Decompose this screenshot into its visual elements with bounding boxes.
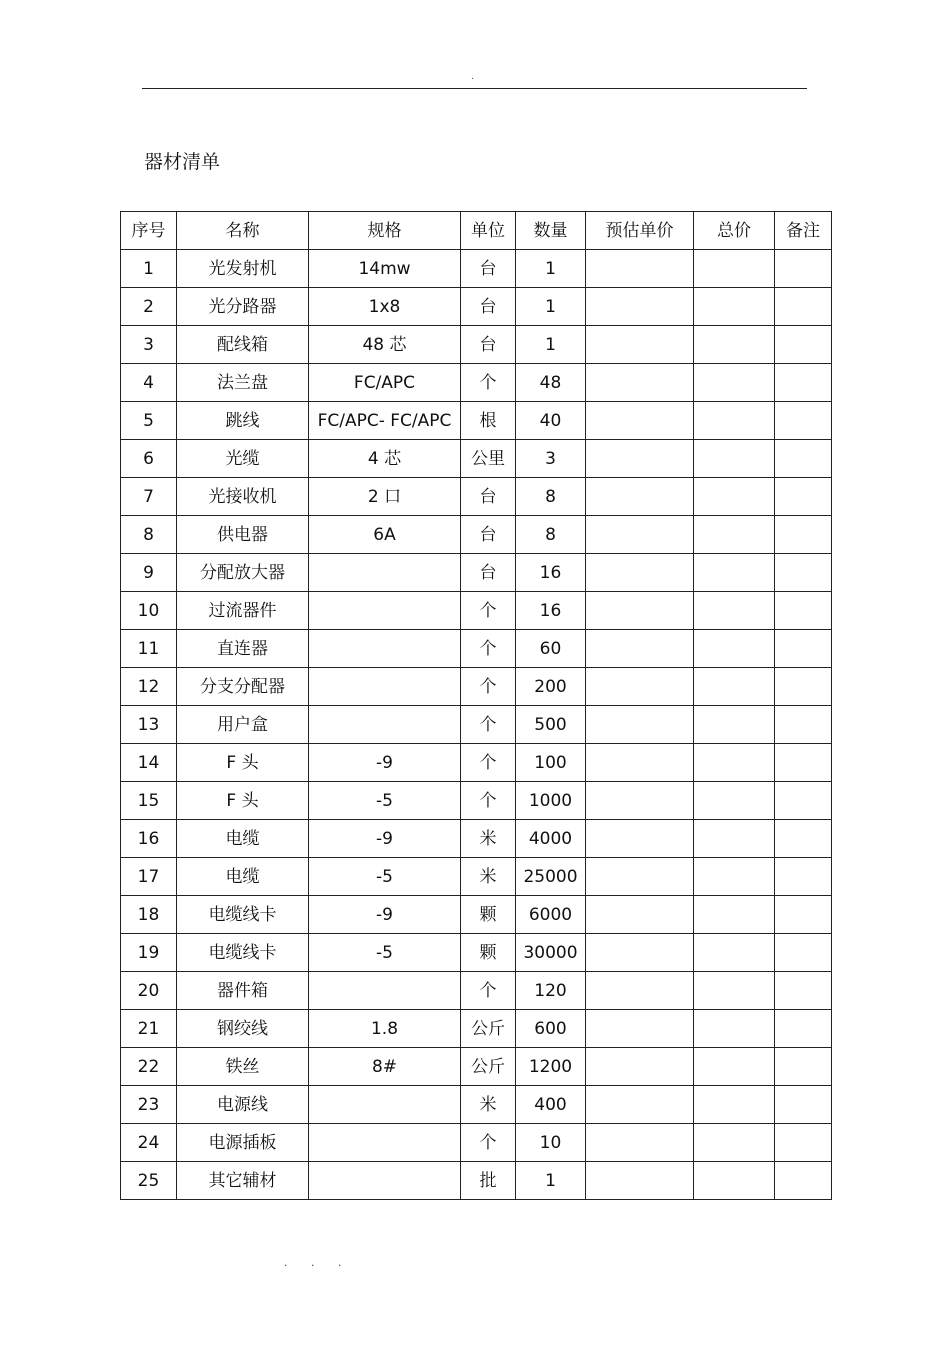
table-row [121,744,832,782]
cell-unit-price [586,364,694,402]
table-row [121,1162,832,1200]
cell-remarks [775,934,832,972]
cell-unit-price [586,554,694,592]
cell-unit: 台 [461,250,516,288]
cell-unit-price [586,896,694,934]
table-row [121,820,832,858]
cell-name: 过流器件 [177,592,309,630]
cell-name: 直连器 [177,630,309,668]
cell-name: 跳线 [177,402,309,440]
cell-quantity: 4000 [516,820,586,858]
cell-quantity: 10 [516,1124,586,1162]
cell-unit-price [586,592,694,630]
cell-name: 供电器 [177,516,309,554]
cell-quantity: 25000 [516,858,586,896]
cell-index: 25 [121,1162,177,1200]
cell-total-price [694,668,775,706]
cell-quantity: 200 [516,668,586,706]
cell-total-price [694,326,775,364]
cell-index: 4 [121,364,177,402]
cell-quantity: 1000 [516,782,586,820]
cell-spec [309,1162,461,1200]
table-row [121,288,832,326]
cell-remarks [775,896,832,934]
document-title: 器材清单 [144,151,221,173]
cell-index: 10 [121,592,177,630]
cell-quantity: 400 [516,1086,586,1124]
cell-index: 18 [121,896,177,934]
cell-index: 5 [121,402,177,440]
cell-quantity: 6000 [516,896,586,934]
cell-index: 17 [121,858,177,896]
cell-index: 24 [121,1124,177,1162]
cell-total-price [694,554,775,592]
cell-spec: 1.8 [309,1010,461,1048]
cell-quantity: 1 [516,1162,586,1200]
cell-total-price [694,1048,775,1086]
cell-unit-price [586,1124,694,1162]
cell-unit: 个 [461,630,516,668]
cell-name: 分配放大器 [177,554,309,592]
cell-unit-price [586,516,694,554]
cell-name: 电源线 [177,1086,309,1124]
cell-spec [309,1124,461,1162]
cell-unit: 公斤 [461,1048,516,1086]
cell-spec [309,554,461,592]
cell-total-price [694,592,775,630]
cell-total-price [694,858,775,896]
cell-total-price [694,1162,775,1200]
cell-index: 9 [121,554,177,592]
cell-index: 1 [121,250,177,288]
cell-index: 15 [121,782,177,820]
cell-total-price [694,478,775,516]
cell-total-price [694,250,775,288]
cell-spec: -9 [309,896,461,934]
cell-quantity: 40 [516,402,586,440]
cell-spec: 1x8 [309,288,461,326]
cell-total-price [694,934,775,972]
table-row [121,782,832,820]
cell-remarks [775,326,832,364]
table-row [121,478,832,516]
cell-remarks [775,1086,832,1124]
cell-index: 14 [121,744,177,782]
cell-remarks [775,592,832,630]
cell-remarks [775,478,832,516]
cell-unit-price [586,250,694,288]
table-row [121,668,832,706]
table-row [121,1048,832,1086]
cell-remarks [775,782,832,820]
cell-quantity: 1200 [516,1048,586,1086]
cell-index: 21 [121,1010,177,1048]
table-row [121,706,832,744]
cell-name: 光接收机 [177,478,309,516]
table-row [121,1086,832,1124]
cell-unit: 台 [461,478,516,516]
cell-name: F 头 [177,782,309,820]
cell-unit: 根 [461,402,516,440]
cell-quantity: 1 [516,326,586,364]
cell-spec: -5 [309,934,461,972]
cell-name: 分支分配器 [177,668,309,706]
cell-unit: 批 [461,1162,516,1200]
cell-spec [309,972,461,1010]
cell-remarks [775,744,832,782]
cell-unit: 公里 [461,440,516,478]
cell-quantity: 1 [516,250,586,288]
cell-spec: -5 [309,858,461,896]
cell-name: 用户盒 [177,706,309,744]
cell-unit-price [586,1048,694,1086]
cell-remarks [775,364,832,402]
cell-quantity: 8 [516,516,586,554]
cell-index: 3 [121,326,177,364]
cell-name: 电缆 [177,820,309,858]
cell-total-price [694,1010,775,1048]
cell-spec: 14mw [309,250,461,288]
cell-remarks [775,706,832,744]
cell-quantity: 16 [516,554,586,592]
header-mark: . [471,71,475,82]
cell-index: 22 [121,1048,177,1086]
cell-unit-price [586,630,694,668]
cell-unit: 米 [461,1086,516,1124]
column-header-remarks: 备注 [775,212,832,250]
cell-remarks [775,250,832,288]
cell-unit: 颗 [461,896,516,934]
cell-unit-price [586,820,694,858]
table-header-row [121,212,832,250]
cell-name: 法兰盘 [177,364,309,402]
column-header-index: 序号 [121,212,177,250]
table-row [121,250,832,288]
cell-total-price [694,744,775,782]
cell-unit-price [586,1010,694,1048]
table-row [121,554,832,592]
cell-quantity: 100 [516,744,586,782]
cell-unit-price [586,744,694,782]
cell-name: 光分路器 [177,288,309,326]
cell-unit-price [586,858,694,896]
cell-spec: FC/APC- FC/APC [309,402,461,440]
cell-unit: 个 [461,364,516,402]
cell-unit-price [586,402,694,440]
cell-unit-price [586,478,694,516]
table-row [121,858,832,896]
cell-quantity: 8 [516,478,586,516]
cell-unit-price [586,326,694,364]
cell-name: 其它辅材 [177,1162,309,1200]
header-rule [142,88,807,89]
cell-remarks [775,516,832,554]
cell-total-price [694,782,775,820]
cell-unit: 台 [461,554,516,592]
cell-name: 电缆线卡 [177,934,309,972]
column-header-unit-price: 预估单价 [586,212,694,250]
cell-unit: 个 [461,668,516,706]
cell-spec: 2 口 [309,478,461,516]
cell-name: 钢绞线 [177,1010,309,1048]
cell-index: 7 [121,478,177,516]
cell-spec: 8# [309,1048,461,1086]
cell-total-price [694,630,775,668]
table-row [121,896,832,934]
cell-remarks [775,440,832,478]
cell-total-price [694,288,775,326]
table-row [121,934,832,972]
cell-spec: -5 [309,782,461,820]
cell-spec [309,630,461,668]
column-header-spec: 规格 [309,212,461,250]
cell-index: 12 [121,668,177,706]
table-row [121,440,832,478]
cell-index: 6 [121,440,177,478]
cell-quantity: 1 [516,288,586,326]
cell-total-price [694,706,775,744]
cell-unit-price [586,1162,694,1200]
cell-total-price [694,896,775,934]
cell-unit-price [586,972,694,1010]
table-row [121,1124,832,1162]
cell-remarks [775,1162,832,1200]
cell-remarks [775,858,832,896]
cell-index: 23 [121,1086,177,1124]
cell-remarks [775,1124,832,1162]
cell-remarks [775,554,832,592]
table-row [121,630,832,668]
cell-quantity: 3 [516,440,586,478]
cell-quantity: 120 [516,972,586,1010]
cell-remarks [775,820,832,858]
column-header-quantity: 数量 [516,212,586,250]
table-row [121,364,832,402]
cell-spec: 6A [309,516,461,554]
cell-unit-price [586,934,694,972]
cell-remarks [775,630,832,668]
cell-name: 配线箱 [177,326,309,364]
table-row [121,592,832,630]
cell-unit: 台 [461,288,516,326]
cell-total-price [694,972,775,1010]
cell-unit: 个 [461,782,516,820]
cell-total-price [694,440,775,478]
table-body [121,250,832,1200]
cell-unit-price [586,782,694,820]
cell-quantity: 48 [516,364,586,402]
table-row [121,972,832,1010]
table-row [121,516,832,554]
cell-remarks [775,288,832,326]
cell-index: 16 [121,820,177,858]
cell-spec: 48 芯 [309,326,461,364]
cell-unit: 台 [461,516,516,554]
cell-name: 光发射机 [177,250,309,288]
cell-unit: 公斤 [461,1010,516,1048]
table-row [121,326,832,364]
cell-index: 11 [121,630,177,668]
cell-remarks [775,972,832,1010]
cell-quantity: 30000 [516,934,586,972]
cell-remarks [775,668,832,706]
cell-total-price [694,820,775,858]
cell-unit: 个 [461,744,516,782]
cell-spec [309,668,461,706]
cell-index: 13 [121,706,177,744]
cell-unit-price [586,1086,694,1124]
cell-quantity: 60 [516,630,586,668]
footer-mark: . . . [284,1256,352,1269]
cell-unit: 个 [461,972,516,1010]
cell-total-price [694,1086,775,1124]
cell-name: 电缆线卡 [177,896,309,934]
cell-spec [309,1086,461,1124]
cell-name: 电源插板 [177,1124,309,1162]
cell-remarks [775,1010,832,1048]
cell-unit: 台 [461,326,516,364]
table-row [121,402,832,440]
cell-index: 20 [121,972,177,1010]
cell-name: 光缆 [177,440,309,478]
cell-index: 8 [121,516,177,554]
cell-spec: -9 [309,744,461,782]
cell-unit-price [586,440,694,478]
cell-total-price [694,364,775,402]
cell-spec: -9 [309,820,461,858]
cell-unit-price [586,288,694,326]
cell-unit: 个 [461,592,516,630]
cell-spec [309,706,461,744]
cell-total-price [694,402,775,440]
cell-spec [309,592,461,630]
cell-name: F 头 [177,744,309,782]
column-header-name: 名称 [177,212,309,250]
cell-unit: 米 [461,858,516,896]
column-header-unit: 单位 [461,212,516,250]
cell-name: 电缆 [177,858,309,896]
cell-remarks [775,402,832,440]
cell-total-price [694,1124,775,1162]
cell-spec: 4 芯 [309,440,461,478]
cell-name: 器件箱 [177,972,309,1010]
cell-index: 2 [121,288,177,326]
cell-spec: FC/APC [309,364,461,402]
cell-unit: 颗 [461,934,516,972]
cell-unit: 个 [461,1124,516,1162]
cell-quantity: 16 [516,592,586,630]
cell-unit: 米 [461,820,516,858]
cell-unit-price [586,706,694,744]
cell-index: 19 [121,934,177,972]
materials-table [120,211,832,1200]
cell-unit-price [586,668,694,706]
cell-unit: 个 [461,706,516,744]
cell-name: 铁丝 [177,1048,309,1086]
cell-total-price [694,516,775,554]
column-header-total-price: 总价 [694,212,775,250]
cell-remarks [775,1048,832,1086]
cell-quantity: 600 [516,1010,586,1048]
table-row [121,1010,832,1048]
cell-quantity: 500 [516,706,586,744]
